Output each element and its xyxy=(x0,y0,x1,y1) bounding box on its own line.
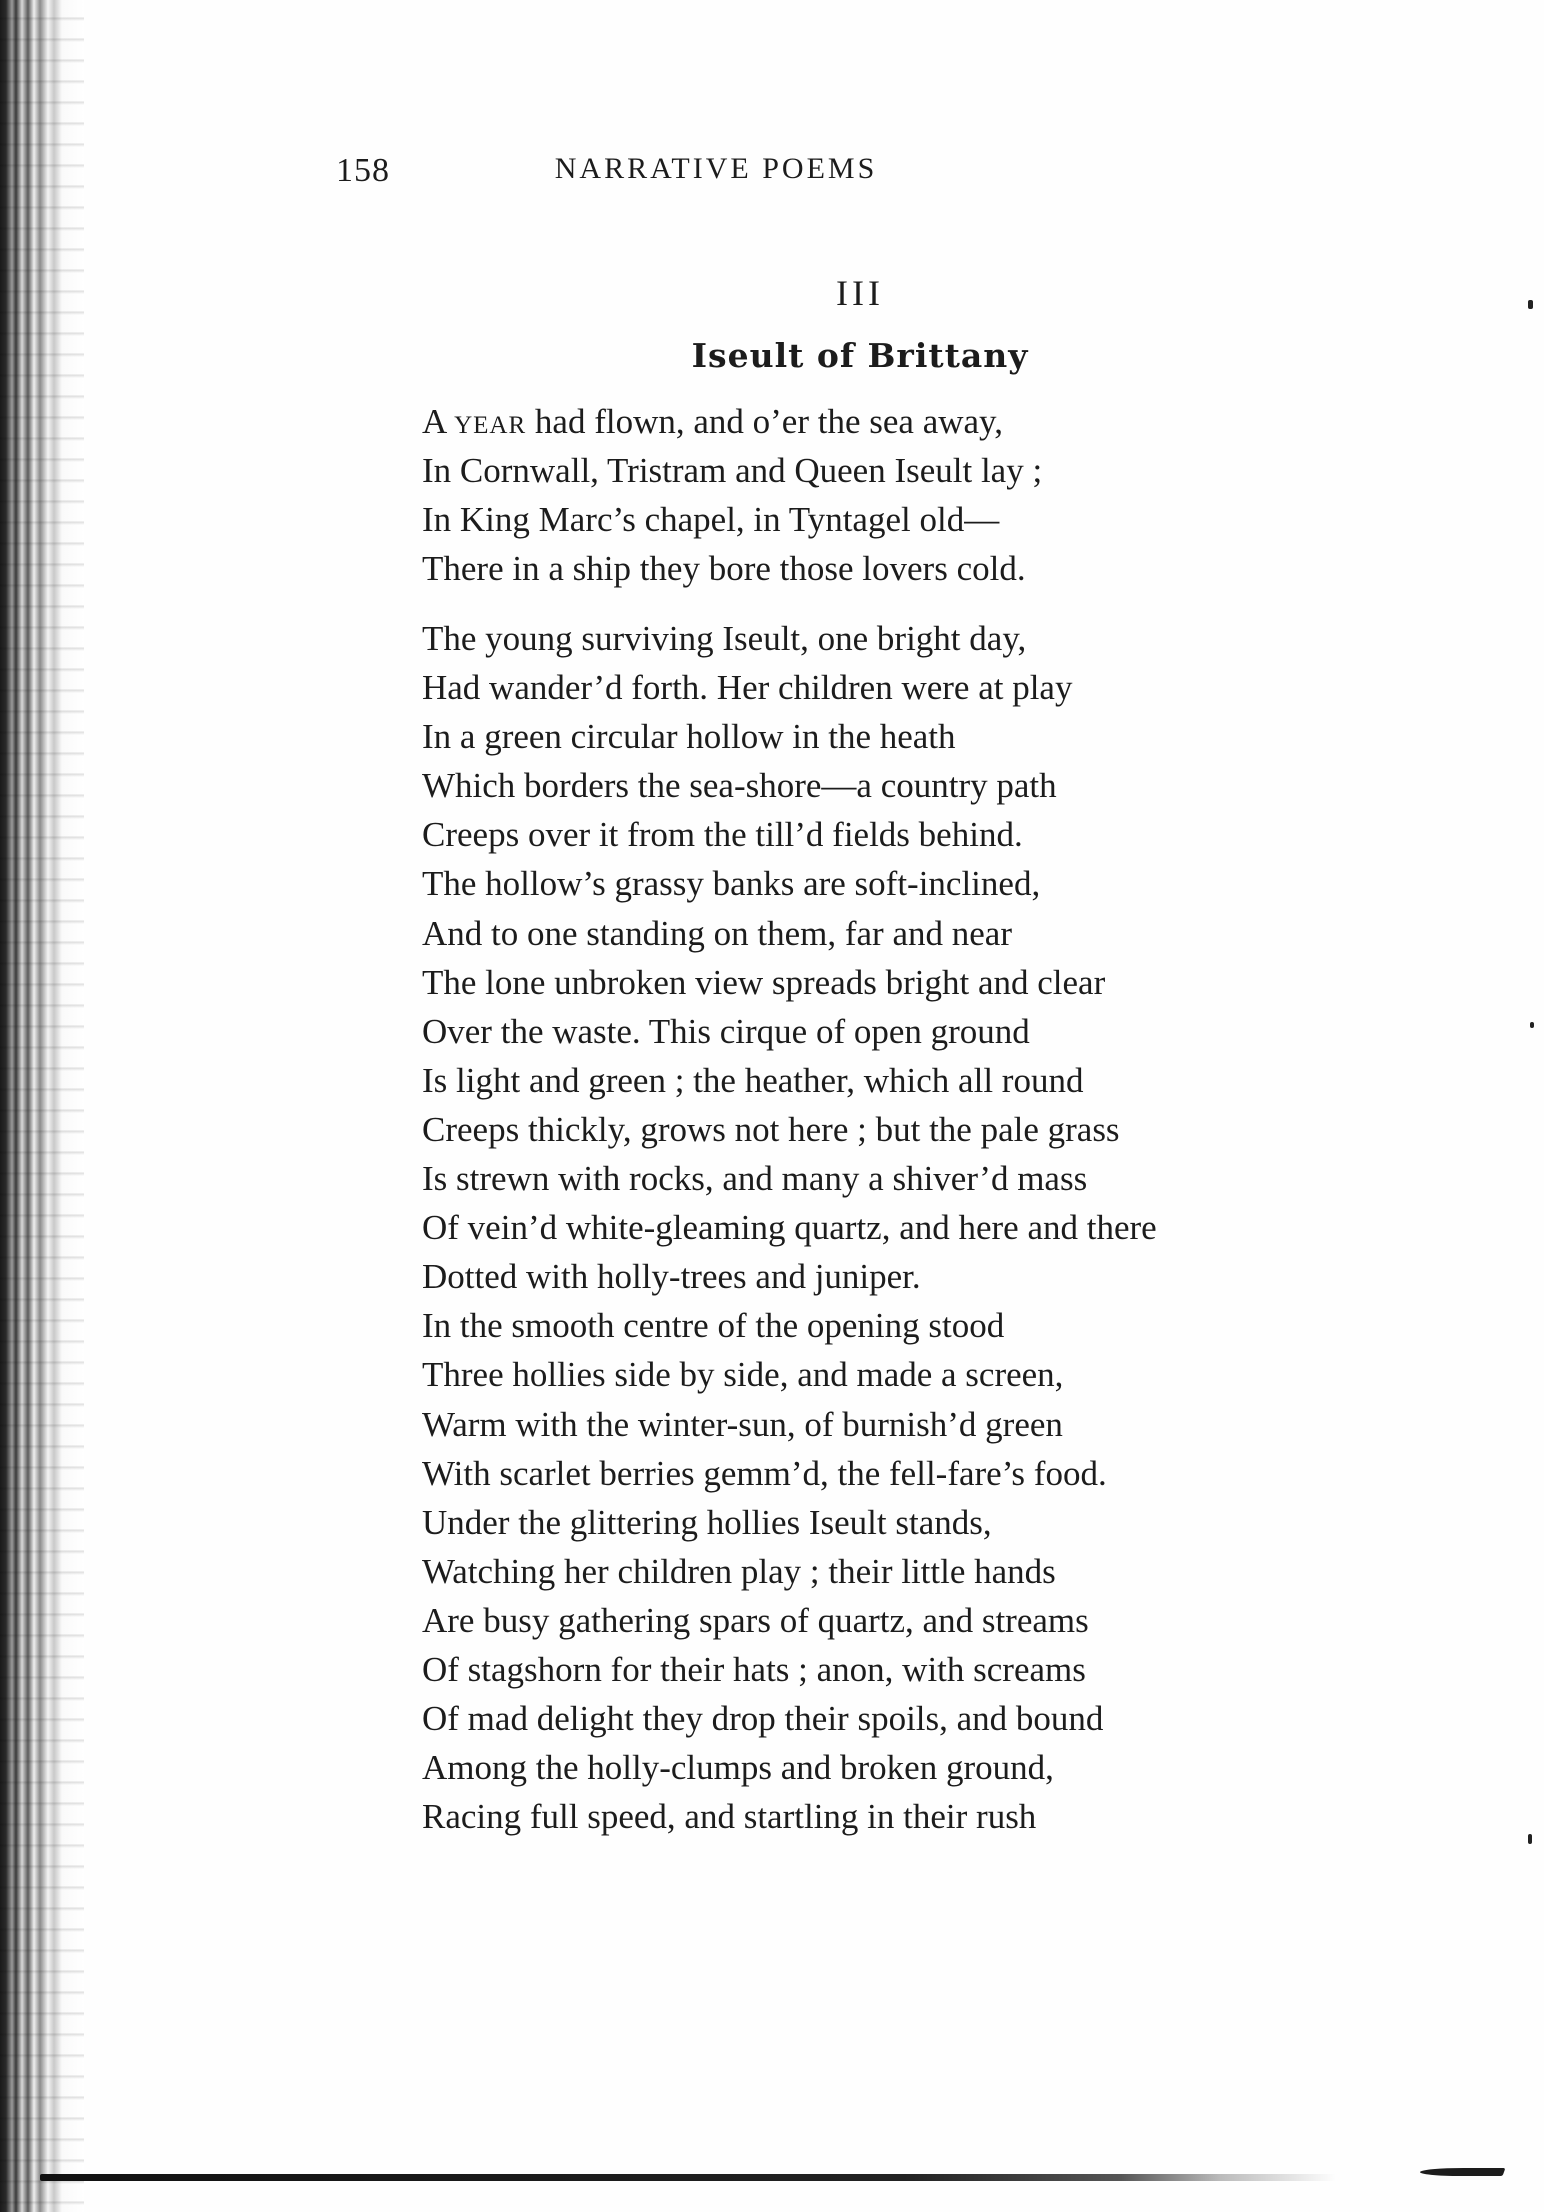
poem-line: Three hollies side by side, and made a screen, xyxy=(422,1355,1064,1395)
poem-line: Warm with the winter-sun, of burnish’d green xyxy=(422,1404,1063,1444)
poem-line: Is light and green ; the heather, which all round xyxy=(422,1060,1084,1100)
poem-line: In a green circular hollow in the heath xyxy=(422,717,956,757)
poem-line: Of mad delight they drop their spoils, and bound xyxy=(422,1699,1104,1739)
poem-line: Among the holly-clumps and broken ground, xyxy=(422,1748,1054,1788)
scan-mark xyxy=(1528,1834,1532,1844)
poem-title: Iseult of Brittany xyxy=(691,336,1029,375)
poem-line: Dotted with holly-trees and juniper. xyxy=(422,1257,921,1297)
poem-line: In Cornwall, Tristram and Queen Iseult lay ; xyxy=(422,451,1043,491)
poem-line xyxy=(422,397,1422,446)
poem-line: Had wander’d forth. Her children were at play xyxy=(422,668,1073,708)
poem-line: The young surviving Iseult, one bright day, xyxy=(422,619,1027,658)
poem-line: Of stagshorn for their hats ; anon, with screams xyxy=(422,1649,1086,1689)
poem-line: Are busy gathering spars of quartz, and streams xyxy=(422,1600,1089,1640)
poem-line: Over the waste. This cirque of open ground xyxy=(422,1011,1030,1051)
running-head: NARRATIVE POEMS xyxy=(554,152,878,185)
poem-line: Under the glittering hollies Iseult stands, xyxy=(422,1502,992,1542)
small-caps-word: year xyxy=(454,402,527,441)
poem-line: Which borders the sea-shore—a country path xyxy=(422,766,1057,806)
page-bottom-edge xyxy=(40,2174,1480,2181)
stanza xyxy=(422,614,1422,1841)
poem-line: There in a ship they bore those lovers cold. xyxy=(422,549,1026,589)
poem-line: In the smooth centre of the opening stood xyxy=(422,1306,1005,1346)
poem-line: The lone unbroken view spreads bright and clear xyxy=(422,962,1106,1002)
poem-line: Creeps over it from the till’d fields behind. xyxy=(422,815,1023,855)
poem-line: Is strewn with rocks, and many a shiver’d mass xyxy=(422,1159,1088,1199)
poem-line: The hollow’s grassy banks are soft-inclined, xyxy=(422,864,1041,904)
poem-line: In King Marc’s chapel, in Tyntagel old— xyxy=(422,500,1000,540)
poem-line: And to one standing on them, far and near xyxy=(422,913,1012,953)
scan-mark xyxy=(1530,1022,1534,1028)
poem-line: Creeps thickly, grows not here ; but the pale grass xyxy=(422,1109,1120,1149)
binding-texture xyxy=(0,0,84,2212)
poem-line: With scarlet berries gemm’d, the fell-fare’s food. xyxy=(422,1453,1107,1493)
lead-word: A xyxy=(422,402,446,441)
section-numeral: III xyxy=(836,273,884,313)
page-number: 158 xyxy=(336,152,390,189)
scan-mark xyxy=(1528,300,1533,309)
poem-line: Watching her children play ; their little hands xyxy=(422,1551,1056,1591)
poem-line: Of vein’d white-gleaming quartz, and here and there xyxy=(422,1208,1157,1248)
poem-line: Racing full speed, and startling in their rush xyxy=(422,1797,1037,1837)
page-bottom-edge-tail xyxy=(1419,2168,1506,2176)
stanza xyxy=(422,397,1422,593)
poem-line-text: had flown, and o’er the sea away, xyxy=(526,402,1004,441)
